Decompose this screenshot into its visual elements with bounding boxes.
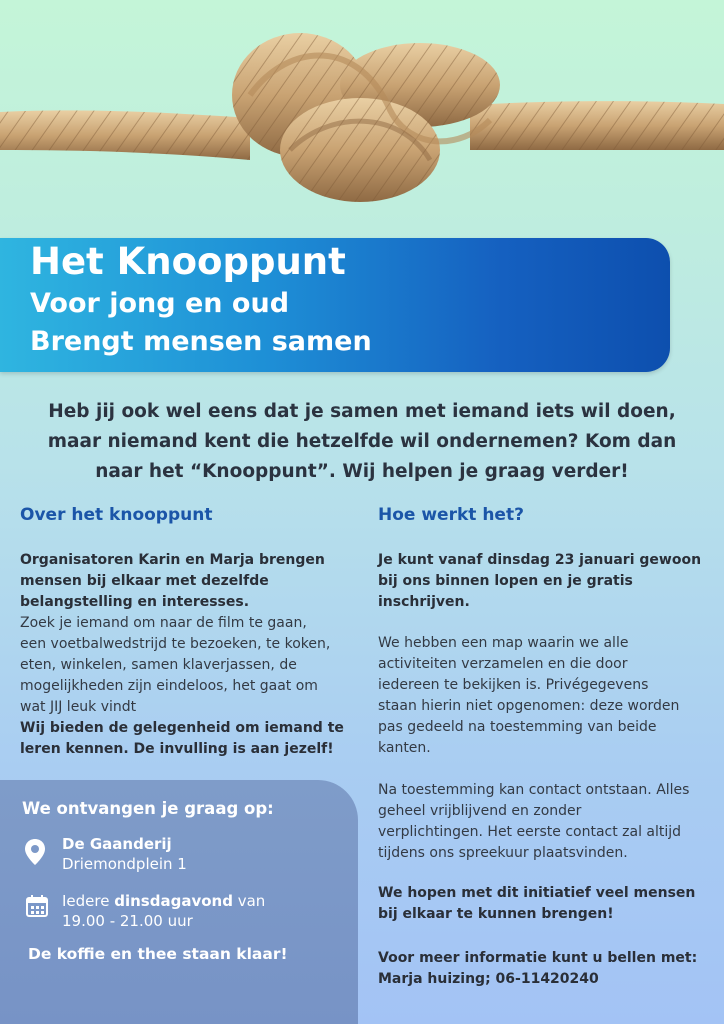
hope-line: bij elkaar te kunnen brengen! (378, 906, 614, 922)
about-line: wat JIJ leuk vindt (20, 699, 137, 715)
banner-subtitle-2: Brengt mensen samen (30, 326, 372, 357)
intro-line: Heb jij ook wel eens dat je samen met iemand iets wil doen, (48, 401, 676, 422)
about-text (20, 550, 344, 760)
about-bold-line: mensen bij elkaar met dezelfde (20, 573, 269, 589)
how-paragraph-1 (378, 633, 679, 759)
how-line: staan hierin niet opgenomen: deze worden (378, 698, 680, 714)
page-title: Het Knooppunt (30, 240, 346, 283)
about-closing-line: leren kennen. De invulling is aan jezelf! (20, 741, 334, 757)
opening-times (62, 891, 265, 931)
how-line: verplichtingen. Het eerste contact zal altijd (378, 824, 682, 840)
about-closing-line: Wij bieden de gelegenheid om iemand te (20, 720, 344, 736)
about-bold-line: Organisatoren Karin en Marja brengen (20, 552, 325, 568)
how-line: iedereen te bekijken is. Privégegevens (378, 677, 649, 693)
how-line: kanten. (378, 740, 431, 756)
about-bold-line: belangstelling en interesses. (20, 594, 250, 610)
opening-hours: 19.00 - 21.00 uur (62, 912, 193, 930)
about-line: Zoek je iemand om naar de film te gaan, (20, 615, 307, 631)
time-prefix: Iedere (62, 892, 115, 910)
how-hope (378, 883, 695, 925)
rope-knot-illustration (0, 0, 724, 215)
how-bold-line: inschrijven. (378, 594, 470, 610)
opening-day (62, 891, 265, 911)
how-line: Na toestemming kan contact ontstaan. Alles (378, 782, 690, 798)
info-heading: We ontvangen je graag op: (22, 799, 274, 818)
hope-line: We hopen met dit initiatief veel mensen (378, 885, 696, 901)
how-line: tijdens ons spreekuur plaatsvinden. (378, 845, 628, 861)
location (62, 834, 187, 874)
about-line: eten, winkelen, samen klaverjassen, de (20, 657, 297, 673)
how-bold-line: Je kunt vanaf dinsdag 23 januari gewoon (378, 552, 702, 568)
how-bold-line: bij ons binnen lopen en je gratis (378, 573, 633, 589)
calendar-icon (26, 895, 48, 917)
intro-line: maar niemand kent die hetzelfde wil ondernemen? Kom dan (47, 431, 677, 452)
location-address: Driemondplein 1 (62, 855, 187, 873)
location-name: De Gaanderij (62, 835, 172, 853)
time-day: dinsdagavond (114, 892, 233, 910)
banner-subtitle-1: Voor jong en oud (30, 288, 290, 319)
contact-line: Voor meer informatie kunt u bellen met: (378, 950, 698, 966)
how-intro (378, 550, 701, 613)
map-pin-icon (24, 838, 46, 866)
intro-line: naar het “Knooppunt”. Wij helpen je graag verder! (95, 461, 629, 482)
how-line: activiteiten verzamelen en die door (378, 656, 628, 672)
intro-text (20, 397, 704, 487)
how-paragraph-2 (378, 780, 689, 864)
how-line: We hebben een map waarin we alle (378, 635, 629, 651)
about-heading: Over het knooppunt (20, 505, 213, 525)
how-heading: Hoe werkt het? (378, 505, 524, 525)
info-footer: De koffie en thee staan klaar! (28, 945, 288, 963)
how-line: geheel vrijblijvend en zonder (378, 803, 582, 819)
contact-info (378, 948, 697, 990)
contact-phone: Marja huizing; 06-11420240 (378, 971, 599, 987)
how-line: pas gedeeld na toestemming van beide (378, 719, 657, 735)
about-line: een voetbalwedstrijd te bezoeken, te koken, (20, 636, 331, 652)
time-suffix: van (232, 892, 266, 910)
about-line: mogelijkheden zijn eindeloos, het gaat om (20, 678, 318, 694)
